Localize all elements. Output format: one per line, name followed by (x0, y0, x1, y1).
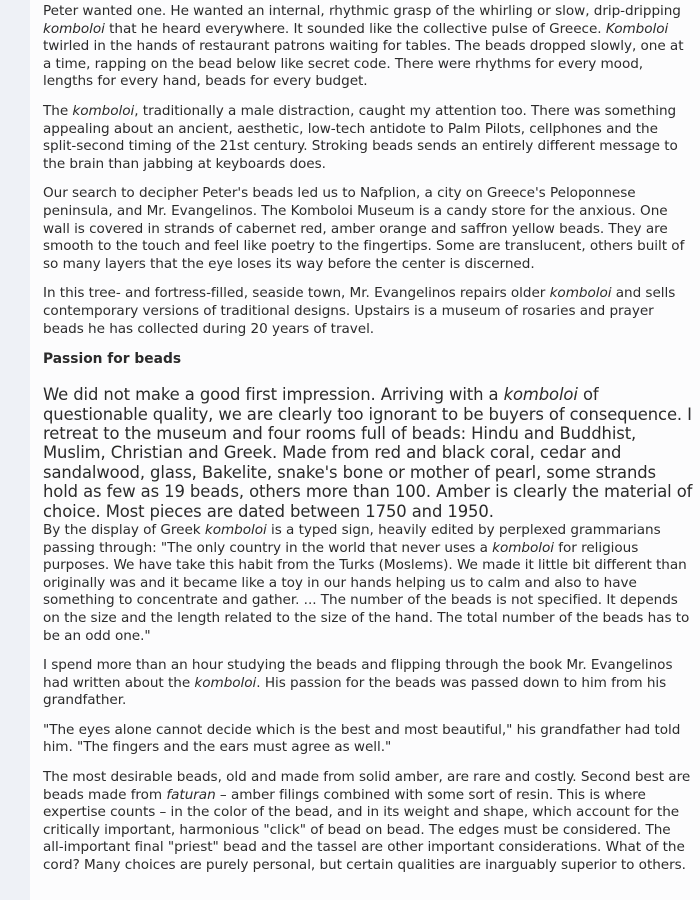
italic-term: komboloi (503, 385, 578, 405)
paragraph (43, 3, 693, 91)
text-run: , traditionally a male distraction, caught my attention too. There was something appealing about an ancient, aesthetic, low-tech antidote to Palm Pilots, cellphones and the split-second timing of the 21st century. Stroking beads sends an entirely different message to the brain than jabbing at keyboards does. (43, 102, 678, 172)
text-run: and sells contemporary versions of traditional designs. Upstairs is a museum of rosaries and prayer beads he has collected during 20 years of travel. (43, 285, 676, 337)
text-run: Peter wanted one. He wanted an internal, rhythmic grasp of the whirling or slow, drip-dripping (43, 3, 681, 19)
page-margin-strip (0, 0, 30, 900)
text-run: In this tree- and fortress-filled, seaside town, Mr. Evangelinos repairs older (43, 285, 550, 302)
italic-term: Komboloi (605, 20, 669, 37)
text-run: . His passion for the beads was passed down to him from his grandfather. (43, 674, 667, 709)
italic-term: faturan (166, 786, 216, 803)
text-run: The most desirable beads, old and made from solid amber, are rare and costly. Second best are beads made from (43, 769, 691, 803)
paragraph-group-large (43, 385, 693, 521)
text-run: for religious purposes. We have take this habit from the Turks (Moslems). We made it little bit different than originally was and it became like a toy in our hands helping us to calm and also to have something to concentrate and gather. ... The number of the beads is not specified. It depends on the size and the length related to the size of the hand. The total number of the beads has to be an odd one." (43, 539, 690, 644)
paragraph (43, 769, 693, 875)
text-run: twirled in the hands of restaurant patrons waiting for tables. The beads dropped slowly, one at a time, rapping on the bead below like secret code. There were rhythms for every mood, lengths for every hand, beads for every budget. (43, 38, 684, 90)
paragraph (43, 103, 693, 173)
italic-term: komboloi (549, 285, 612, 302)
paragraph (43, 657, 693, 710)
paragraph-large (43, 385, 693, 521)
paragraph (43, 185, 693, 273)
paragraph (43, 722, 693, 757)
italic-term: komboloi (72, 102, 135, 119)
text-run: Our search to decipher Peter's beads led us to Nafplion, a city on Greece's Peloponnese peninsula, and Mr. Evangelinos. The Komboloi Museum is a candy store for the anxious. One wall is covered in strands of cabernet red, amber orange and saffron yellow beads. They are smooth to the touch and feel like poetry to the fingertips. Some are translucent, others built of so many layers that the eye loses its way before the center is discerned. (43, 185, 685, 272)
text-run: The (43, 102, 73, 119)
italic-term: komboloi (492, 539, 555, 556)
text-run: We did not make a good first impression. Arriving with a (43, 385, 504, 405)
italic-term: komboloi (43, 20, 105, 37)
text-run: is a typed sign, heavily edited by perplexed grammarians passing through: "The only country in the world that never uses a (43, 521, 661, 556)
text-run: that he heard everywhere. It sounded like the collective pulse of Greece. (104, 20, 606, 37)
section-heading: Passion for beads (43, 351, 182, 368)
text-run: – amber filings combined with some sort of resin. This is where expertise counts – in the color of the bead, and in its weight and shape, which account for the critically important, harmonious "click" of bead on bead. The edges must be considered. The all-important final "priest" bead and the tassel are other important considerations. What of the cord? Many choices are purely personal, but certain qualities are inarguably superior to others. (43, 786, 686, 874)
text-run: I spend more than an hour studying the beads and flipping through the book Mr. Evangelinos had written about the (43, 657, 673, 691)
text-run: By the display of Greek (43, 521, 205, 538)
text-run: "The eyes alone cannot decide which is the best and most beautiful," his grandfather had told him. "The fingers and the ears must agree as well." (43, 721, 681, 756)
paragraph-group-intro (43, 3, 693, 338)
paragraph (43, 522, 693, 645)
italic-term: komboloi (204, 521, 267, 538)
text-run: of questionable quality, we are clearly too ignorant to be buyers of consequence. I retreat to the museum and four rooms full of beads: Hindu and Buddhist, Muslim, Christian and Greek. Made from red and black coral, cedar and sandalwood, glass, Bakelite, snake's bone or mother of pearl, some strands hold as few as 19 beads, others more than 100. Amber is clearly the material of choice. Most pieces are dated between 1750 and 1950. (43, 385, 693, 521)
article-body (43, 3, 693, 887)
paragraph (43, 285, 693, 338)
paragraph-group-main (43, 522, 693, 875)
italic-term: komboloi (194, 674, 257, 691)
